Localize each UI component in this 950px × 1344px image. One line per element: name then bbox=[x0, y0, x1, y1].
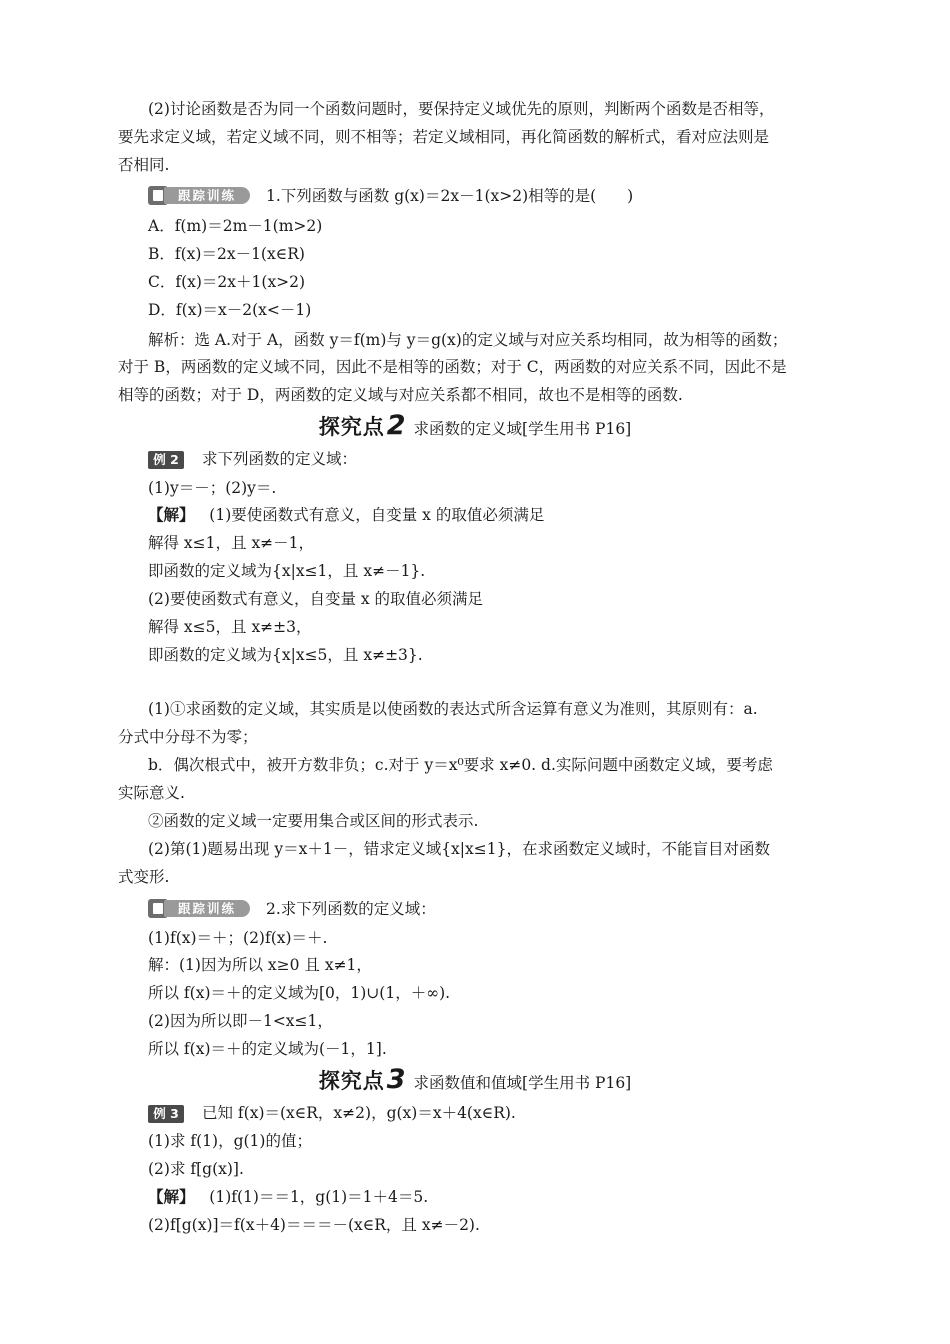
option-d: D．f(x)＝x－2(x<－1) bbox=[148, 301, 312, 319]
example-label: 例 2 bbox=[148, 451, 184, 469]
exercise-question: 跟踪训练 1.下列函数与函数 g(x)＝2x－1(x>2)相等的是( ) bbox=[148, 186, 633, 206]
paragraph-line: (2)f[g(x)]＝f(x＋4)＝＝＝－(x∈R，且 x≠－2). bbox=[148, 1216, 480, 1234]
option-c: C．f(x)＝2x＋1(x>2) bbox=[148, 273, 306, 291]
paragraph-line: 要先求定义域，若定义域不同，则不相等；若定义域相同，再化简函数的解析式，看对应法则是 bbox=[118, 128, 770, 146]
example-question: 例 3 已知 f(x)＝(x∈R，x≠2)，g(x)＝x＋4(x∈R). bbox=[148, 1103, 516, 1123]
solution-tag: 【解】 bbox=[148, 505, 195, 524]
paragraph-line: (2)求 f[g(x)]. bbox=[148, 1160, 244, 1178]
option-b: B．f(x)＝2x－1(x∈R) bbox=[148, 245, 305, 263]
paragraph-line: (2)要使函数式有意义，自变量 x 的取值必须满足 bbox=[148, 590, 484, 608]
follow-up-badge: 跟踪训练 bbox=[148, 899, 252, 918]
analysis-line: 相等的函数；对于 D，两函数的定义域与对应关系都不相同，故也不是相等的函数. bbox=[118, 386, 683, 404]
section-heading-3: 探究点3 求函数值和值域[学生用书 P16] bbox=[318, 1064, 632, 1095]
note-line: 实际意义. bbox=[118, 784, 185, 802]
paragraph-line: (1)求 f(1)，g(1)的值； bbox=[148, 1132, 312, 1150]
note-line: 分式中分母不为零； bbox=[118, 728, 258, 746]
option-a: A．f(m)＝2m－1(m>2) bbox=[148, 217, 323, 235]
note-line: (1)①求函数的定义域，其实质是以使函数的表达式所含运算有意义为准则，其原则有：a. bbox=[148, 700, 758, 718]
paragraph-line: 所以 f(x)＝＋的定义域为[0，1)∪(1，＋∞). bbox=[148, 984, 451, 1002]
exercise-question: 跟踪训练 2.求下列函数的定义域： bbox=[148, 899, 436, 919]
paragraph-line: 即函数的定义域为{x|x≤1，且 x≠－1}. bbox=[148, 562, 426, 580]
paragraph-line: (2)因为所以即－1<x≤1， bbox=[148, 1012, 333, 1030]
example-question: 例 2 求下列函数的定义域： bbox=[148, 449, 357, 469]
example-label: 例 3 bbox=[148, 1105, 184, 1123]
note-line: b．偶次根式中，被开方数非负；c.对于 y＝x⁰要求 x≠0. d.实际问题中函数定义域，要考虑 bbox=[148, 756, 773, 774]
paragraph-line: 否相同. bbox=[118, 156, 170, 174]
paragraph-line: 解得 x≤1，且 x≠－1， bbox=[148, 534, 315, 552]
paragraph-line: 解得 x≤5，且 x≠±3， bbox=[148, 618, 312, 636]
section-heading-2: 探究点2 求函数的定义域[学生用书 P16] bbox=[318, 410, 632, 441]
analysis-line: 解析：选 A.对于 A，函数 y＝f(m)与 y＝g(x)的定义域与对应关系均相同，故为相等的函数； bbox=[148, 331, 788, 349]
solution-line: 【解】 (1)要使函数式有意义，自变量 x 的取值必须满足 bbox=[148, 505, 545, 524]
paragraph-line: (2)讨论函数是否为同一个函数问题时，要保持定义域优先的原则，判断两个函数是否相等， bbox=[148, 100, 775, 118]
paragraph-line: 解：(1)因为所以 x≥0 且 x≠1， bbox=[148, 956, 372, 974]
solution-line: 【解】 (1)f(1)＝＝1，g(1)＝1＋4＝5. bbox=[148, 1187, 429, 1206]
follow-up-badge: 跟踪训练 bbox=[148, 186, 252, 205]
note-line: 式变形. bbox=[118, 868, 170, 886]
note-line: (2)第(1)题易出现 y＝x＋1－，错求定义域{x|x≤1}，在求函数定义域时，不能盲目对函数 bbox=[148, 840, 770, 858]
paragraph-line: (1)y＝－；(2)y＝. bbox=[148, 479, 277, 497]
paragraph-line: (1)f(x)＝＋；(2)f(x)＝＋. bbox=[148, 929, 328, 947]
paragraph-line: 即函数的定义域为{x|x≤5，且 x≠±3}. bbox=[148, 646, 423, 664]
paragraph-line: 所以 f(x)＝＋的定义域为(－1，1]. bbox=[148, 1040, 387, 1058]
solution-tag: 【解】 bbox=[148, 1187, 195, 1206]
note-line: ②函数的定义域一定要用集合或区间的形式表示. bbox=[148, 812, 479, 830]
analysis-line: 对于 B，两函数的定义域不同，因此不是相等的函数；对于 C，两函数的对应关系不同，因此不是 bbox=[118, 358, 787, 376]
